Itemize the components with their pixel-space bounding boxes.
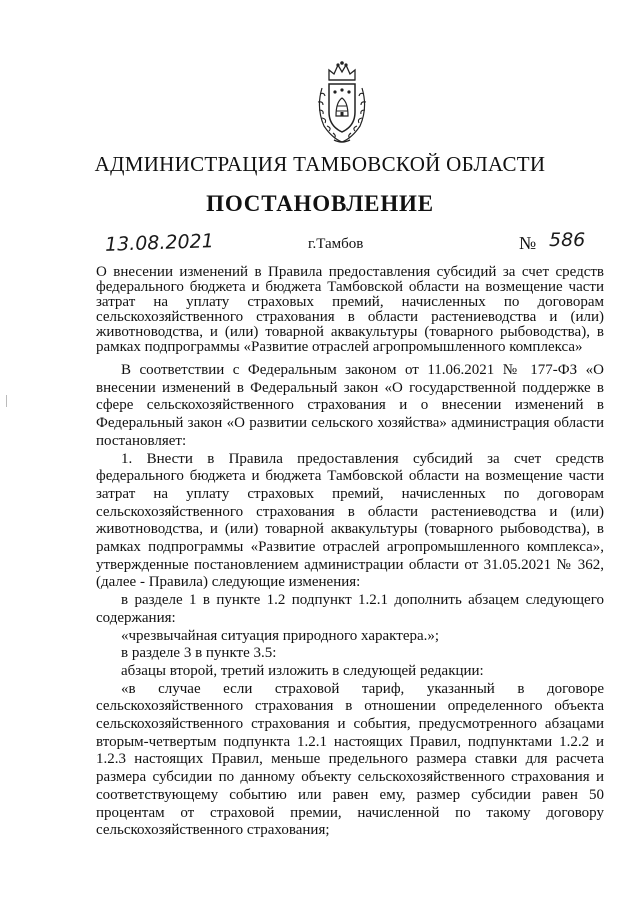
- body-paragraph: «чрезвычайная ситуация природного характера.»;: [121, 627, 440, 644]
- document-subject: О внесении изменений в Правила предоставления субсидий за счет средств федерального бюджета и бюджета Тамбовской области на возмещение части затрат на уплату страховых премий, начисленных по договорам сельскохозяйственного страхования в области растениеводства и (или) животноводства, и (или) товарной аквакультуры (товарного рыбоводства), в рамках подпрограммы «Развитие отраслей агропромышленного комплекса»: [96, 264, 604, 355]
- body-paragraph: в разделе 1 в пункте 1.2 подпункт 1.2.1 дополнить абзацем следующего содержания:: [96, 592, 604, 626]
- body-paragraph: В соответствии с Федеральным законом от 11.06.2021 № 177-ФЗ «О внесении изменений в Федеральный закон «О государственной поддержке в сфере сельскохозяйственного страхования и о внесении изменений в Федеральный закон «О развитии сельского хозяйства» администрация области постановляет:: [96, 362, 604, 449]
- document-number: 586: [549, 229, 586, 251]
- body-paragraph: абзацы второй, третий изложить в следующей редакции:: [121, 662, 484, 679]
- organization-title: АДМИНИСТРАЦИЯ ТАМБОВСКОЙ ОБЛАСТИ: [94, 152, 546, 176]
- body-paragraph: в разделе 3 в пункте 3.5:: [121, 645, 277, 662]
- scan-margin-mark: [6, 395, 7, 407]
- document-city: г.Тамбов: [308, 236, 364, 252]
- document-number-label: №: [519, 233, 537, 253]
- document-type-title: ПОСТАНОВЛЕНИЕ: [206, 191, 434, 216]
- document-body: [96, 362, 604, 840]
- coat-of-arms-icon: [312, 60, 372, 146]
- body-paragraph: «в случае если страховой тариф, указанный в договоре сельскохозяйственного страхования в отношении определенного объекта сельскохозяйственного страхования и события, предусмотренного абзацами вторым-четвертым подпункта 1.2.1 настоящих Правил, подпунктами 1.2.2 и 1.2.3 настоящих Правил, меньше предельного размера ставки для расчета размера субсидии по данному объекту сельскохозяйственного страхования и соответствующему событию или равен ему, размер субсидии равен 50 процентам от страховой премии, начисленной по такому договору сельскохозяйственного страхования;: [96, 680, 604, 839]
- document-date: 13.08.2021: [104, 230, 215, 256]
- body-paragraph: 1. Внести в Правила предоставления субсидий за счет средств федерального бюджета и бюджета Тамбовской области на возмещение части затрат на уплату страховых премий, начисленных по договорам сельскохозяйственного страхования в области растениеводства и (или) животноводства, и (или) товарной аквакультуры (товарного рыбоводства), в рамках подпрограммы «Развитие отраслей агропромышленного комплекса», утвержденные постановлением администрации области от 31.05.2021 № 362, (далее - Правила) следующие изменения:: [96, 450, 604, 591]
